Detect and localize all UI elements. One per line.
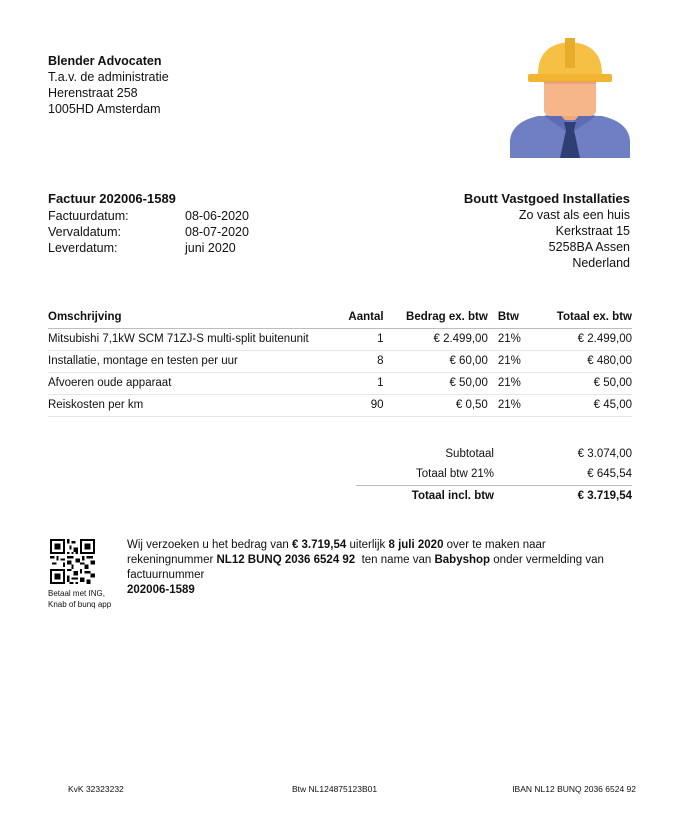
- row-description: Installatie, montage en testen per uur: [48, 351, 338, 373]
- row-description: Reiskosten per km: [48, 395, 338, 417]
- footer-iban: IBAN NL12 BUNQ 2036 6524 92: [512, 784, 636, 794]
- row-total: € 50,00: [533, 373, 632, 395]
- recipient-name: Blender Advocaten: [48, 54, 162, 68]
- qr-caption: [48, 588, 111, 610]
- footer-kvk: KvK 32323232: [68, 784, 124, 794]
- vat-total-value: € 645,54: [587, 468, 632, 480]
- payment-instructions: [127, 538, 627, 598]
- header-total: Totaal ex. btw: [533, 307, 632, 329]
- row-price: € 2.499,00: [384, 329, 488, 351]
- payment-account: NL12 BUNQ 2036 6524 92: [216, 554, 356, 566]
- payment-due-date: 8 juli 2020: [388, 539, 444, 551]
- row-vat: 21%: [488, 351, 534, 373]
- company-name: Boutt Vastgoed Installaties: [463, 191, 630, 206]
- due-date-row: [48, 224, 249, 240]
- invoice-date-label: Factuurdatum:: [48, 209, 129, 223]
- invoice-date-value: 08-06-2020: [185, 209, 249, 223]
- construction-worker-icon: [508, 34, 632, 158]
- table-header-row: [48, 307, 632, 329]
- invoice-meta: [48, 208, 249, 256]
- header-vat: Btw: [488, 307, 534, 329]
- vat-total-row: [356, 464, 632, 484]
- qr-caption-line-2: Knab of bunq app: [48, 600, 112, 609]
- subtotal-row: [356, 444, 632, 464]
- due-date-label: Vervaldatum:: [48, 225, 121, 239]
- payment-reference: 202006-1589: [127, 584, 195, 596]
- row-quantity: 8: [338, 351, 384, 373]
- payment-text-3: over te maken naar rekeningnummer: [127, 539, 546, 566]
- company-city: 5258BA Assen: [548, 240, 630, 254]
- qr-code-icon: [50, 539, 95, 584]
- delivery-date-label: Leverdatum:: [48, 241, 118, 255]
- grand-total-value: € 3.719,54: [577, 490, 632, 502]
- invoice-date-row: [48, 208, 249, 224]
- row-total: € 45,00: [533, 395, 632, 417]
- payment-text-1: Wij verzoeken u het bedrag van: [127, 539, 292, 551]
- company-address: [464, 191, 630, 271]
- recipient-street: Herenstraat 258: [48, 86, 138, 100]
- table-row: [48, 373, 632, 395]
- vat-total-label: Totaal btw 21%: [416, 468, 494, 480]
- table-row: [48, 329, 632, 351]
- header-quantity: Aantal: [338, 307, 384, 329]
- line-items-table: [48, 307, 632, 417]
- delivery-date-row: [48, 240, 249, 256]
- row-quantity: 1: [338, 373, 384, 395]
- row-description: Afvoeren oude apparaat: [48, 373, 338, 395]
- payment-text-5: onder vermelding van factuurnummer: [127, 554, 604, 581]
- delivery-date-value: juni 2020: [185, 241, 236, 255]
- row-description: Mitsubishi 7,1kW SCM 71ZJ-S multi-split buitenunit: [48, 329, 338, 351]
- row-price: € 50,00: [384, 373, 488, 395]
- totals-block: [356, 444, 632, 506]
- table-row: [48, 351, 632, 373]
- header-price: Bedrag ex. btw: [384, 307, 488, 329]
- invoice-title: Factuur 202006-1589: [48, 191, 176, 206]
- subtotal-value: € 3.074,00: [577, 448, 632, 460]
- grand-total-label: Totaal incl. btw: [411, 490, 494, 502]
- payment-payee: Babyshop: [434, 554, 491, 566]
- due-date-value: 08-07-2020: [185, 225, 249, 239]
- payment-amount: € 3.719,54: [291, 539, 347, 551]
- table-row: [48, 395, 632, 417]
- company-tagline: Zo vast als een huis: [518, 208, 630, 222]
- recipient-city: 1005HD Amsterdam: [48, 102, 161, 116]
- row-vat: 21%: [488, 373, 534, 395]
- row-price: € 0,50: [384, 395, 488, 417]
- row-total: € 480,00: [533, 351, 632, 373]
- row-vat: 21%: [488, 329, 534, 351]
- header-description: Omschrijving: [48, 307, 338, 329]
- row-vat: 21%: [488, 395, 534, 417]
- payment-text-2: uiterlijk: [346, 539, 389, 551]
- payment-text-4: ten name van: [355, 554, 435, 566]
- row-quantity: 1: [338, 329, 384, 351]
- row-total: € 2.499,00: [533, 329, 632, 351]
- company-street: Kerkstraat 15: [555, 224, 630, 238]
- subtotal-label: Subtotaal: [445, 448, 494, 460]
- company-country: Nederland: [572, 256, 630, 270]
- recipient-address: [48, 53, 169, 117]
- recipient-attn: T.a.v. de administratie: [48, 70, 169, 84]
- footer-btw: Btw NL124875123B01: [292, 784, 378, 794]
- grand-total-row: [356, 485, 632, 506]
- row-price: € 60,00: [384, 351, 488, 373]
- row-quantity: 90: [338, 395, 384, 417]
- qr-caption-line-1: Betaal met ING,: [48, 589, 105, 598]
